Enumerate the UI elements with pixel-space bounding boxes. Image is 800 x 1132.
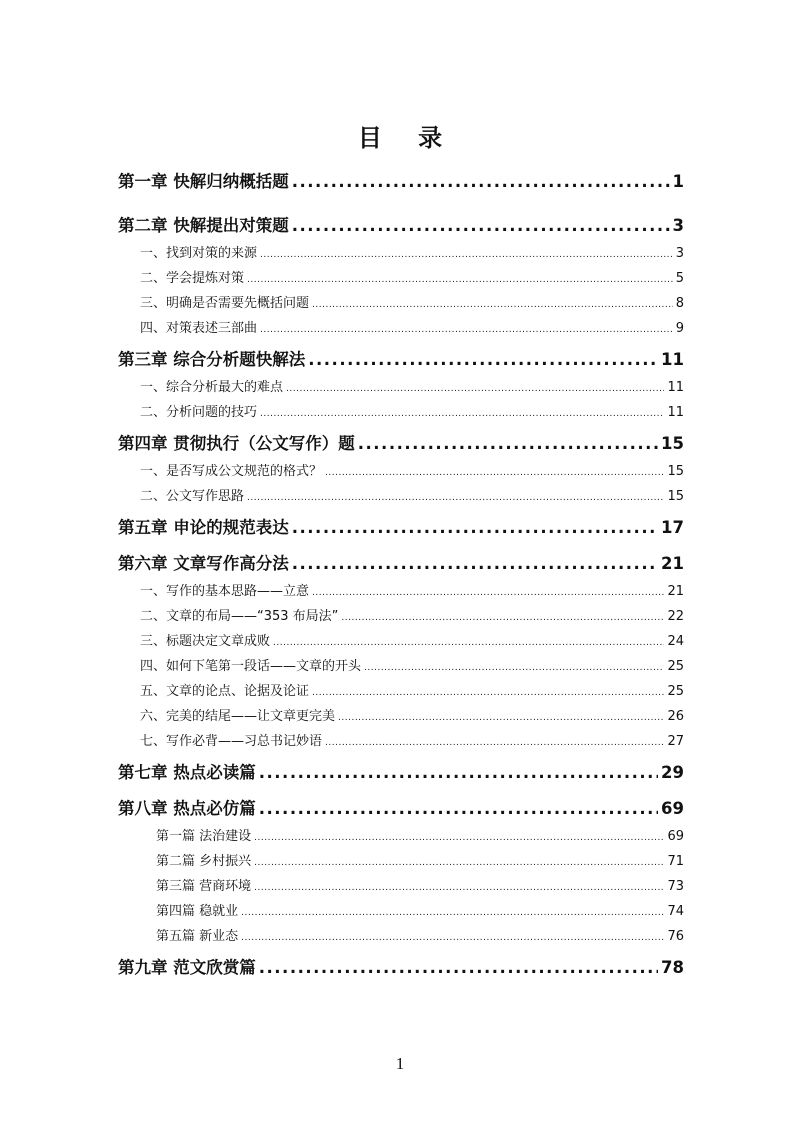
section-page-number: 74 [667, 904, 684, 919]
section-title: 六、完美的结尾——让文章更完美 [140, 709, 336, 724]
dot-leader [247, 275, 673, 285]
chapter-page-number: 29 [661, 763, 684, 782]
dot-leader [341, 613, 664, 623]
section-page-number: 15 [667, 464, 684, 479]
dot-leader [247, 493, 664, 503]
dot-leader [260, 250, 673, 260]
toc-section[interactable] [118, 630, 684, 655]
chapter-page-number: 17 [661, 518, 684, 537]
section-title: 一、是否写成公文规范的格式？ [140, 464, 323, 479]
toc-section[interactable] [118, 730, 684, 755]
dot-leader [358, 434, 658, 453]
dot-leader [308, 350, 658, 369]
chapter-page-number: 11 [661, 350, 684, 369]
toc-section[interactable] [118, 605, 684, 630]
table-of-contents [118, 168, 684, 990]
dot-leader [259, 763, 658, 782]
dot-leader [254, 858, 664, 868]
section-page-number: 25 [667, 684, 684, 699]
dot-leader [312, 588, 664, 598]
dot-leader [260, 325, 673, 335]
section-page-number: 15 [667, 489, 684, 504]
dot-leader [312, 300, 673, 310]
section-list [118, 460, 684, 510]
toc-section[interactable] [118, 376, 684, 401]
section-page-number: 8 [675, 296, 684, 311]
section-page-number: 3 [675, 246, 684, 261]
section-page-number: 69 [667, 829, 684, 844]
footer-page-number: 1 [395, 1054, 405, 1073]
section-title: 第五篇 新业态 [156, 929, 239, 944]
toc-section[interactable] [118, 242, 684, 267]
toc-section[interactable] [118, 485, 684, 510]
section-page-number: 11 [667, 405, 684, 420]
toc-section[interactable] [118, 655, 684, 680]
page-title: 目 录 [357, 124, 457, 152]
chapter-title: 第六章 文章写作高分法 [118, 554, 289, 573]
section-title: 一、写作的基本思路——立意 [140, 584, 310, 599]
toc-section[interactable] [118, 825, 684, 850]
section-title: 二、文章的布局——“353 布局法” [140, 609, 339, 624]
section-title: 第四篇 稳就业 [156, 904, 239, 919]
section-title: 二、公文写作思路 [140, 489, 245, 504]
section-page-number: 5 [675, 271, 684, 286]
chapter-title: 第三章 综合分析题快解法 [118, 350, 306, 369]
chapter-title: 第九章 范文欣赏篇 [118, 958, 256, 977]
section-list [118, 580, 684, 755]
section-list [118, 825, 684, 950]
dot-leader [273, 638, 664, 648]
section-page-number: 71 [667, 854, 684, 869]
dot-leader [292, 172, 670, 191]
section-title: 第二篇 乡村振兴 [156, 854, 252, 869]
chapter-page-number: 3 [672, 216, 684, 235]
chapter-page-number: 21 [661, 554, 684, 573]
section-page-number: 24 [667, 634, 684, 649]
section-list [118, 242, 684, 342]
toc-chapter[interactable] [118, 514, 684, 550]
section-page-number: 73 [667, 879, 684, 894]
chapter-title: 第七章 热点必读篇 [118, 763, 256, 782]
toc-section[interactable] [118, 460, 684, 485]
dot-leader [292, 216, 670, 235]
toc-section[interactable] [118, 580, 684, 605]
chapter-title: 第五章 申论的规范表达 [118, 518, 289, 537]
toc-chapter[interactable] [118, 759, 684, 795]
section-page-number: 22 [667, 609, 684, 624]
dot-leader [325, 738, 664, 748]
chapter-title: 第二章 快解提出对策题 [118, 216, 289, 235]
section-title: 七、写作必背——习总书记妙语 [140, 734, 323, 749]
toc-section[interactable] [118, 292, 684, 317]
section-page-number: 25 [667, 659, 684, 674]
toc-section[interactable] [118, 680, 684, 705]
toc-section[interactable] [118, 925, 684, 950]
dot-leader [364, 663, 664, 673]
chapter-page-number: 1 [672, 172, 684, 191]
section-page-number: 26 [667, 709, 684, 724]
section-title: 一、综合分析最大的难点 [140, 380, 284, 395]
toc-section[interactable] [118, 401, 684, 426]
chapter-title: 第一章 快解归纳概括题 [118, 172, 289, 191]
section-title: 三、标题决定文章成败 [140, 634, 271, 649]
dot-leader [241, 908, 664, 918]
section-page-number: 27 [667, 734, 684, 749]
section-title: 二、学会提炼对策 [140, 271, 245, 286]
section-title: 五、文章的论点、论据及论证 [140, 684, 310, 699]
chapter-title: 第八章 热点必仿篇 [118, 799, 256, 818]
section-page-number: 9 [675, 321, 684, 336]
section-list [118, 376, 684, 426]
dot-leader [325, 468, 664, 478]
chapter-page-number: 69 [661, 799, 684, 818]
section-page-number: 11 [667, 380, 684, 395]
toc-section[interactable] [118, 900, 684, 925]
chapter-page-number: 15 [661, 434, 684, 453]
dot-leader [286, 384, 664, 394]
section-title: 第一篇 法治建设 [156, 829, 252, 844]
dot-leader [292, 554, 658, 573]
dot-leader [259, 958, 658, 977]
section-title: 三、明确是否需要先概括问题 [140, 296, 310, 311]
dot-leader [254, 883, 664, 893]
chapter-title: 第四章 贯彻执行（公文写作）题 [118, 434, 355, 453]
dot-leader [254, 833, 664, 843]
toc-section[interactable] [118, 850, 684, 875]
dot-leader [259, 799, 658, 818]
toc-section[interactable] [118, 705, 684, 730]
section-title: 二、分析问题的技巧 [140, 405, 258, 420]
toc-section[interactable] [118, 317, 684, 342]
dot-leader [260, 409, 664, 419]
section-title: 第三篇 营商环境 [156, 879, 252, 894]
toc-chapter[interactable] [118, 954, 684, 990]
dot-leader [292, 518, 658, 537]
toc-section[interactable] [118, 267, 684, 292]
toc-section[interactable] [118, 875, 684, 900]
toc-chapter[interactable] [118, 168, 684, 204]
section-title: 四、如何下笔第一段话——文章的开头 [140, 659, 362, 674]
section-page-number: 21 [667, 584, 684, 599]
section-title: 四、对策表述三部曲 [140, 321, 258, 336]
section-title: 一、找到对策的来源 [140, 246, 258, 261]
dot-leader [338, 713, 664, 723]
dot-leader [241, 933, 664, 943]
section-page-number: 76 [667, 929, 684, 944]
chapter-page-number: 78 [661, 958, 684, 977]
dot-leader [312, 688, 664, 698]
